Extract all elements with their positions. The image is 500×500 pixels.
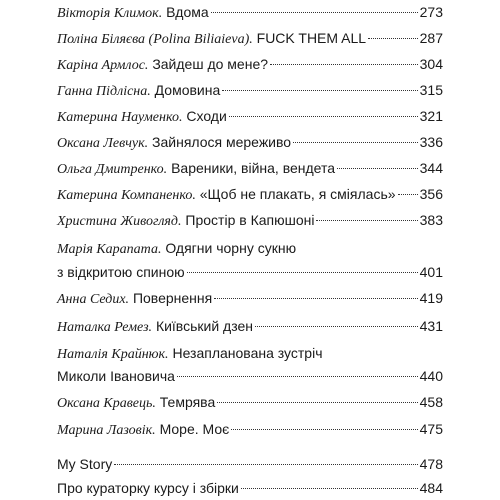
entry-page: 273 [419, 4, 443, 20]
toc-entry [57, 184, 443, 204]
dot-leader [214, 298, 417, 299]
entry-author: Катерина Науменко. [57, 110, 183, 125]
entry-title: «Щоб не плакать, я сміялась» [199, 186, 396, 202]
entry-page: 419 [419, 290, 443, 306]
dot-leader [222, 90, 417, 91]
entry-title: Київський дзен [155, 318, 253, 334]
entry-page: 315 [419, 82, 443, 98]
entry-page: 336 [419, 134, 443, 150]
entry-page: 458 [419, 394, 443, 410]
dot-leader [231, 429, 417, 430]
toc-entry-first-line [57, 343, 443, 363]
dot-leader [217, 402, 417, 403]
entry-title: Простір в Капюшоні [185, 212, 315, 228]
entry-page: 484 [419, 480, 443, 496]
entry-page: 401 [419, 264, 443, 280]
entry-page: 287 [419, 30, 443, 46]
dot-leader [255, 326, 418, 327]
entry-title-continued: Миколи Івановича [57, 368, 175, 384]
entry-title: Домовина [154, 82, 221, 98]
toc-entry [57, 2, 443, 22]
toc-entry-continuation [57, 262, 443, 282]
entry-author: Наталка Ремез. [57, 320, 153, 335]
entry-title: FUCK THEM ALL [256, 30, 367, 46]
entry-author: Поліна Біляєва (Polina Biliaieva). [57, 32, 253, 47]
toc-entry [57, 392, 443, 412]
dot-leader [187, 272, 418, 273]
entry-author: Каріна Армлос. [57, 58, 149, 73]
entry-title: Вдома [166, 4, 209, 20]
toc-entry [57, 478, 443, 498]
entry-title: Незапланована зустріч [172, 345, 323, 361]
toc-entry [57, 210, 443, 230]
toc-entry [57, 454, 443, 474]
entry-author: Христина Живогляд. [57, 214, 182, 229]
toc-entry [57, 106, 443, 126]
entry-title: Зайдеш до мене? [152, 56, 269, 72]
entry-title: Повернення [132, 290, 213, 306]
entry-page: 356 [419, 186, 443, 202]
entry-author: Вікторія Климок. [57, 6, 163, 21]
entry-page: 321 [419, 108, 443, 124]
toc-entry [57, 419, 443, 439]
dot-leader [368, 38, 418, 39]
entry-page: 475 [419, 421, 443, 437]
entry-title: Сходи [186, 108, 227, 124]
toc-entry [57, 28, 443, 48]
entry-title: Одягни чорну сукню [165, 240, 297, 256]
entry-title: My Story [57, 456, 113, 472]
entry-title: Зайнялося мереживо [152, 134, 292, 150]
entry-author: Ольга Дмитренко. [57, 162, 168, 177]
toc-entry-first-line [57, 238, 443, 258]
dot-leader [229, 116, 418, 117]
entry-page: 383 [419, 212, 443, 228]
dot-leader [293, 142, 418, 143]
dot-leader [270, 64, 418, 65]
entry-title: Море. Моє [159, 421, 230, 437]
dot-leader [177, 376, 418, 377]
entry-page: 478 [419, 456, 443, 472]
entry-author: Оксана Левчук. [57, 136, 149, 151]
dot-leader [241, 488, 418, 489]
toc-entry [57, 132, 443, 152]
entry-page: 344 [419, 160, 443, 176]
entry-title: Вареники, війна, вендета [171, 160, 336, 176]
entry-author: Оксана Кравець. [57, 396, 156, 411]
toc-entry [57, 316, 443, 336]
entry-author: Ганна Підлісна. [57, 84, 151, 99]
dot-leader [211, 12, 418, 13]
entry-title-continued: з відкритою спиною [57, 264, 185, 280]
entry-author: Наталія Крайнюк. [57, 347, 169, 362]
toc-entry [57, 158, 443, 178]
toc-entry [57, 54, 443, 74]
dot-leader [114, 464, 417, 465]
entry-author: Катерина Компаненко. [57, 188, 196, 203]
toc-entry [57, 288, 443, 308]
dot-leader [398, 194, 418, 195]
entry-title: Темрява [159, 394, 216, 410]
toc-entry [57, 80, 443, 100]
entry-page: 304 [419, 56, 443, 72]
entry-page: 440 [419, 368, 443, 384]
entry-author: Марія Карапата. [57, 242, 162, 257]
dot-leader [337, 168, 418, 169]
toc-entry-continuation [57, 366, 443, 386]
entry-author: Марина Лазовік. [57, 423, 156, 438]
entry-author: Анна Седих. [57, 292, 130, 307]
dot-leader [316, 220, 417, 221]
entry-page: 431 [419, 318, 443, 334]
entry-title: Про кураторку курсу і збірки [57, 480, 239, 496]
